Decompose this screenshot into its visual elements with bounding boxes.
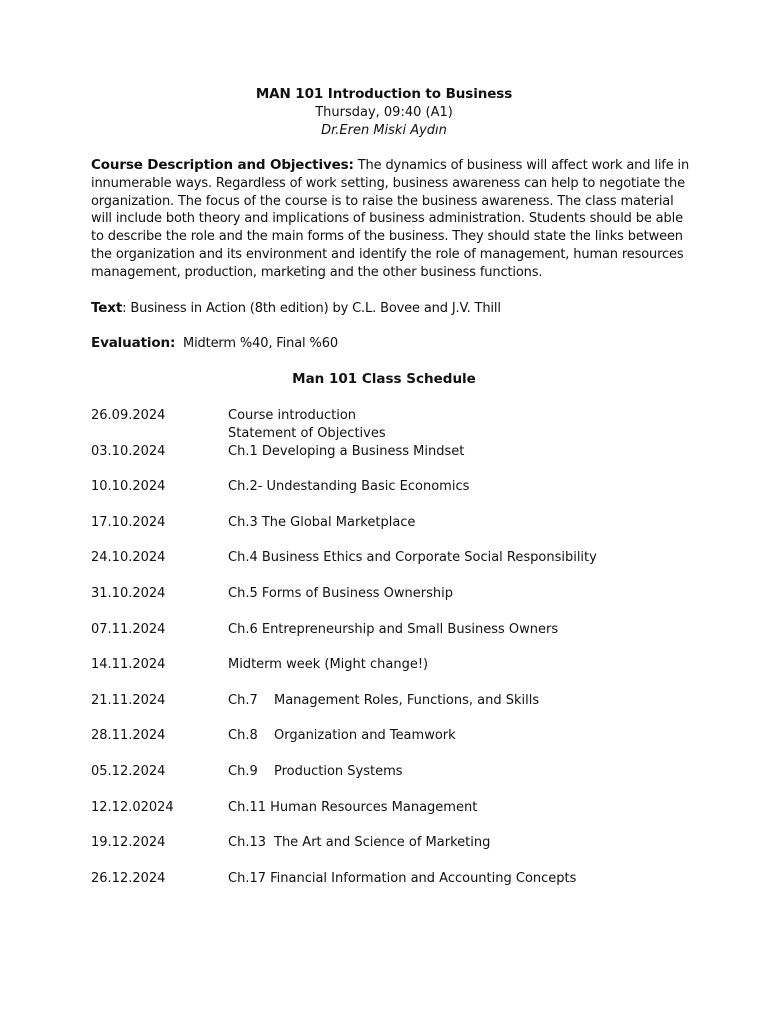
schedule-topic-text: Ch.17 Financial Information and Accounting Concepts [228, 870, 577, 886]
schedule-topic-text: The Art and Science of Marketing [274, 835, 491, 851]
schedule-date: 17.10.2024 [91, 514, 166, 530]
course-description-label: Course Description and Objectives: [91, 157, 354, 173]
schedule-date: 05.12.2024 [91, 764, 166, 779]
schedule-date: 31.10.2024 [91, 586, 166, 601]
instructor-name: Dr.Eren Miski Aydın [321, 123, 447, 138]
schedule-chapter: Ch.9 [228, 764, 258, 779]
textbook-label: Text [91, 300, 123, 316]
schedule-date: 26.12.2024 [91, 870, 166, 886]
schedule-topic [228, 799, 477, 817]
course-description [91, 157, 691, 282]
schedule-topic [228, 549, 597, 567]
schedule-date: 28.11.2024 [91, 728, 166, 744]
schedule-topic-text: Course introduction [228, 408, 357, 423]
schedule-topic-text: Ch.4 Business Ethics and Corporate Social Responsibility [228, 550, 597, 566]
schedule-topic-text: Ch.1 Developing a Business Mindset [228, 443, 465, 459]
schedule-topic [228, 443, 464, 461]
schedule-date: 21.11.2024 [91, 692, 166, 708]
schedule-topic [228, 692, 539, 710]
schedule-topic-text: Ch.3 The Global Marketplace [228, 514, 416, 530]
course-time: Thursday, 09:40 (A1) [315, 105, 453, 120]
course-description-body: The dynamics of business will affect work and life in innumerable ways. Regardless of work setting, business awareness can help to negotiate the organization. The focus of the course is to raise the business awareness. The class material will include both theory and implications of business administration. Students should be able to describe the role and the main forms of the business. They should state the links between the organization and its environment and identify the role of management, human resources management, production, marketing and the other business functions. [91, 158, 690, 280]
schedule-topic [228, 763, 403, 781]
schedule-topic [228, 621, 558, 639]
schedule-title: Man 101 Class Schedule [292, 371, 476, 387]
schedule-topic-text: Organization and Teamwork [274, 728, 456, 744]
schedule-date: 12.12.02024 [91, 799, 174, 815]
schedule-topic-text: Management Roles, Functions, and Skills [274, 692, 540, 708]
textbook-line [91, 300, 691, 318]
schedule-chapter: Ch.13 [228, 835, 266, 851]
schedule-topic-text: Ch.11 Human Resources Management [228, 799, 478, 815]
schedule-date: 19.12.2024 [91, 835, 166, 851]
schedule-date: 14.11.2024 [91, 657, 166, 673]
textbook-value: : Business in Action (8th edition) by C.L. Bovee and J.V. Thill [122, 301, 501, 316]
schedule-topic-text: Production Systems [274, 764, 403, 779]
evaluation-label: Evaluation: [91, 335, 176, 351]
schedule-chapter: Ch.8 [228, 728, 258, 744]
schedule-date: 10.10.2024 [91, 479, 166, 495]
evaluation-value: Midterm %40, Final %60 [183, 336, 338, 351]
schedule-date: 03.10.2024 [91, 443, 166, 459]
schedule-topic [228, 478, 469, 496]
schedule-topic-text: Ch.5 Forms of Business Ownership [228, 586, 453, 601]
schedule-topic-text: Ch.2- Undestanding Basic Economics [228, 479, 470, 495]
schedule-date: 24.10.2024 [91, 550, 166, 566]
evaluation-line [91, 335, 691, 353]
schedule-chapter: Ch.7 [228, 692, 258, 708]
schedule-topic [228, 656, 428, 674]
schedule-topic-text: Statement of Objectives [228, 425, 386, 441]
schedule-topic [228, 870, 576, 888]
schedule-topic [228, 834, 490, 852]
schedule-topic-text: Midterm week (Might change!) [228, 657, 429, 673]
schedule-topic [228, 514, 415, 532]
schedule-topic-text: Ch.6 Entrepreneurship and Small Business Owners [228, 621, 559, 637]
schedule-date: 07.11.2024 [91, 621, 166, 637]
course-title: MAN 101 Introduction to Business [255, 86, 513, 102]
schedule-date: 26.09.2024 [91, 408, 166, 423]
schedule-topic [228, 727, 456, 745]
schedule-topic [228, 407, 386, 443]
schedule-topic [228, 585, 453, 603]
